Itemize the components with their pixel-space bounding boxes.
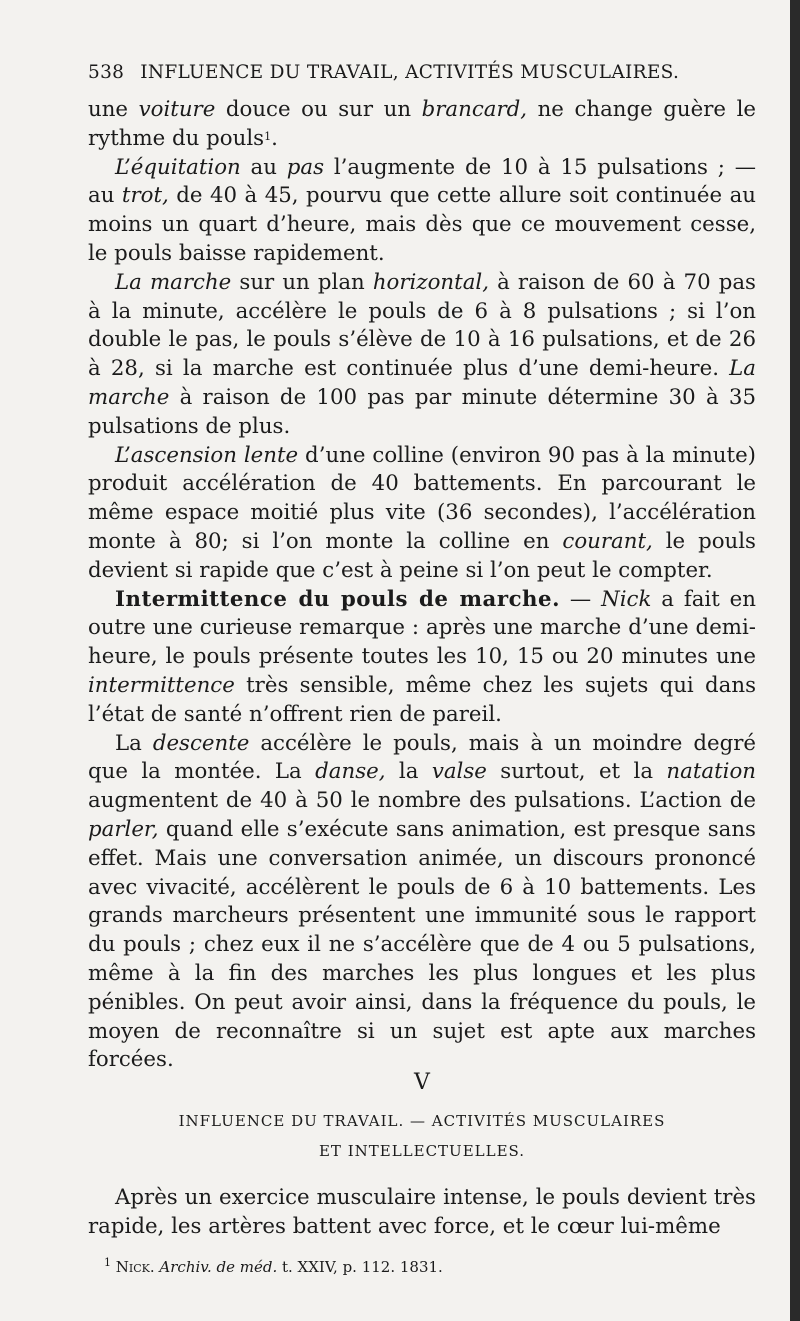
running-title: INFLUENCE DU TRAVAIL, ACTIVITÉS MUSCULAIRES. [140,62,680,83]
paragraph-1: une voiture douce ou sur un brancard, ne change guère le rythme du pouls$^1$. [88,97,756,151]
paragraph-equitation: L’équitation au pas l’augmente de 10 à 15 pulsations ; — au trot, de 40 à 45, pourvu que cette allure soit continuée au moins un quart d’heure, mais dès que ce mouvement cesse, le pouls baisse rapidement. [88,154,756,266]
paragraph-descente: La descente accélère le pouls, mais à un moindre degré que la montée. La danse, la valse surtout, et la natation augmentent de 40 à 50 le nombre des pulsations. L’action de parler, quand elle s’exécute sans animation, est presque sans effet. Mais une conversation animée, un discours prononcé avec vivacité, accélèrent le pouls de 6 à 10 battements. Les grands marcheurs présentent une immunité sous le rapport du pouls ; chez eux il ne s’accélère que de 4 ou 5 pulsations, même à la fin des marches les plus longues et les plus pénibles. On peut avoir ainsi, dans la fréquence du pouls, le moyen de reconnaître si un sujet est apte aux marches forcées. [88,730,756,1073]
run-in-heading: Intermittence du pouls de marche. [115,586,560,612]
page-edge-shadow [790,0,800,1321]
page-number: 538 [88,62,125,83]
main-text [88,96,756,1075]
section-number: V [414,1070,430,1095]
paragraph-intermittence: Intermittence du pouls de marche. — Nick a fait en outre une curieuse remarque : après une marche d’une demi-heure, le pouls présente toutes les 10, 15 ou 20 minutes une intermittence très sensible, même chez les sujets qui dans l’état de santé n’offrent rien de pareil. [88,586,756,727]
running-header [88,62,756,83]
paragraph-marche: La marche sur un plan horizontal, à raison de 60 à 70 pas à la minute, accélère le pouls de 6 à 8 pulsations ; si l’on double le pas, le pouls s’élève de 10 à 16 pulsations, et de 26 à 28, si la marche est continuée plus d’une demi-heure. La marche à raison de 100 pas par minute détermine 30 à 35 pulsations de plus. [88,269,756,439]
footnote: $^1$ Nick. Archiv. de méd. t. XXIV, p. 112. 1831. [104,1256,443,1276]
paragraph-ascension: L’ascension lente d’une colline (environ 90 pas à la minute) produit accélération de 40 battements. En parcourant le même espace moitié plus vite (36 secondes), l’accélération monte à 80; si l’on monte la colline en courant, le pouls devient si rapide que c’est à peine si l’on peut le compter. [88,442,756,583]
section-title-line-2: ET INTELLECTUELLES. [318,1142,526,1160]
footnote-marker: 1 [104,1256,111,1269]
footnote-ref: 1 [264,129,272,143]
section-title-line-1: INFLUENCE DU TRAVAIL. — ACTIVITÉS MUSCULAIRES [178,1112,666,1130]
paragraph-apres: Après un exercice musculaire intense, le pouls devient très rapide, les artères battent avec force, et le cœur lui-même [88,1185,756,1239]
